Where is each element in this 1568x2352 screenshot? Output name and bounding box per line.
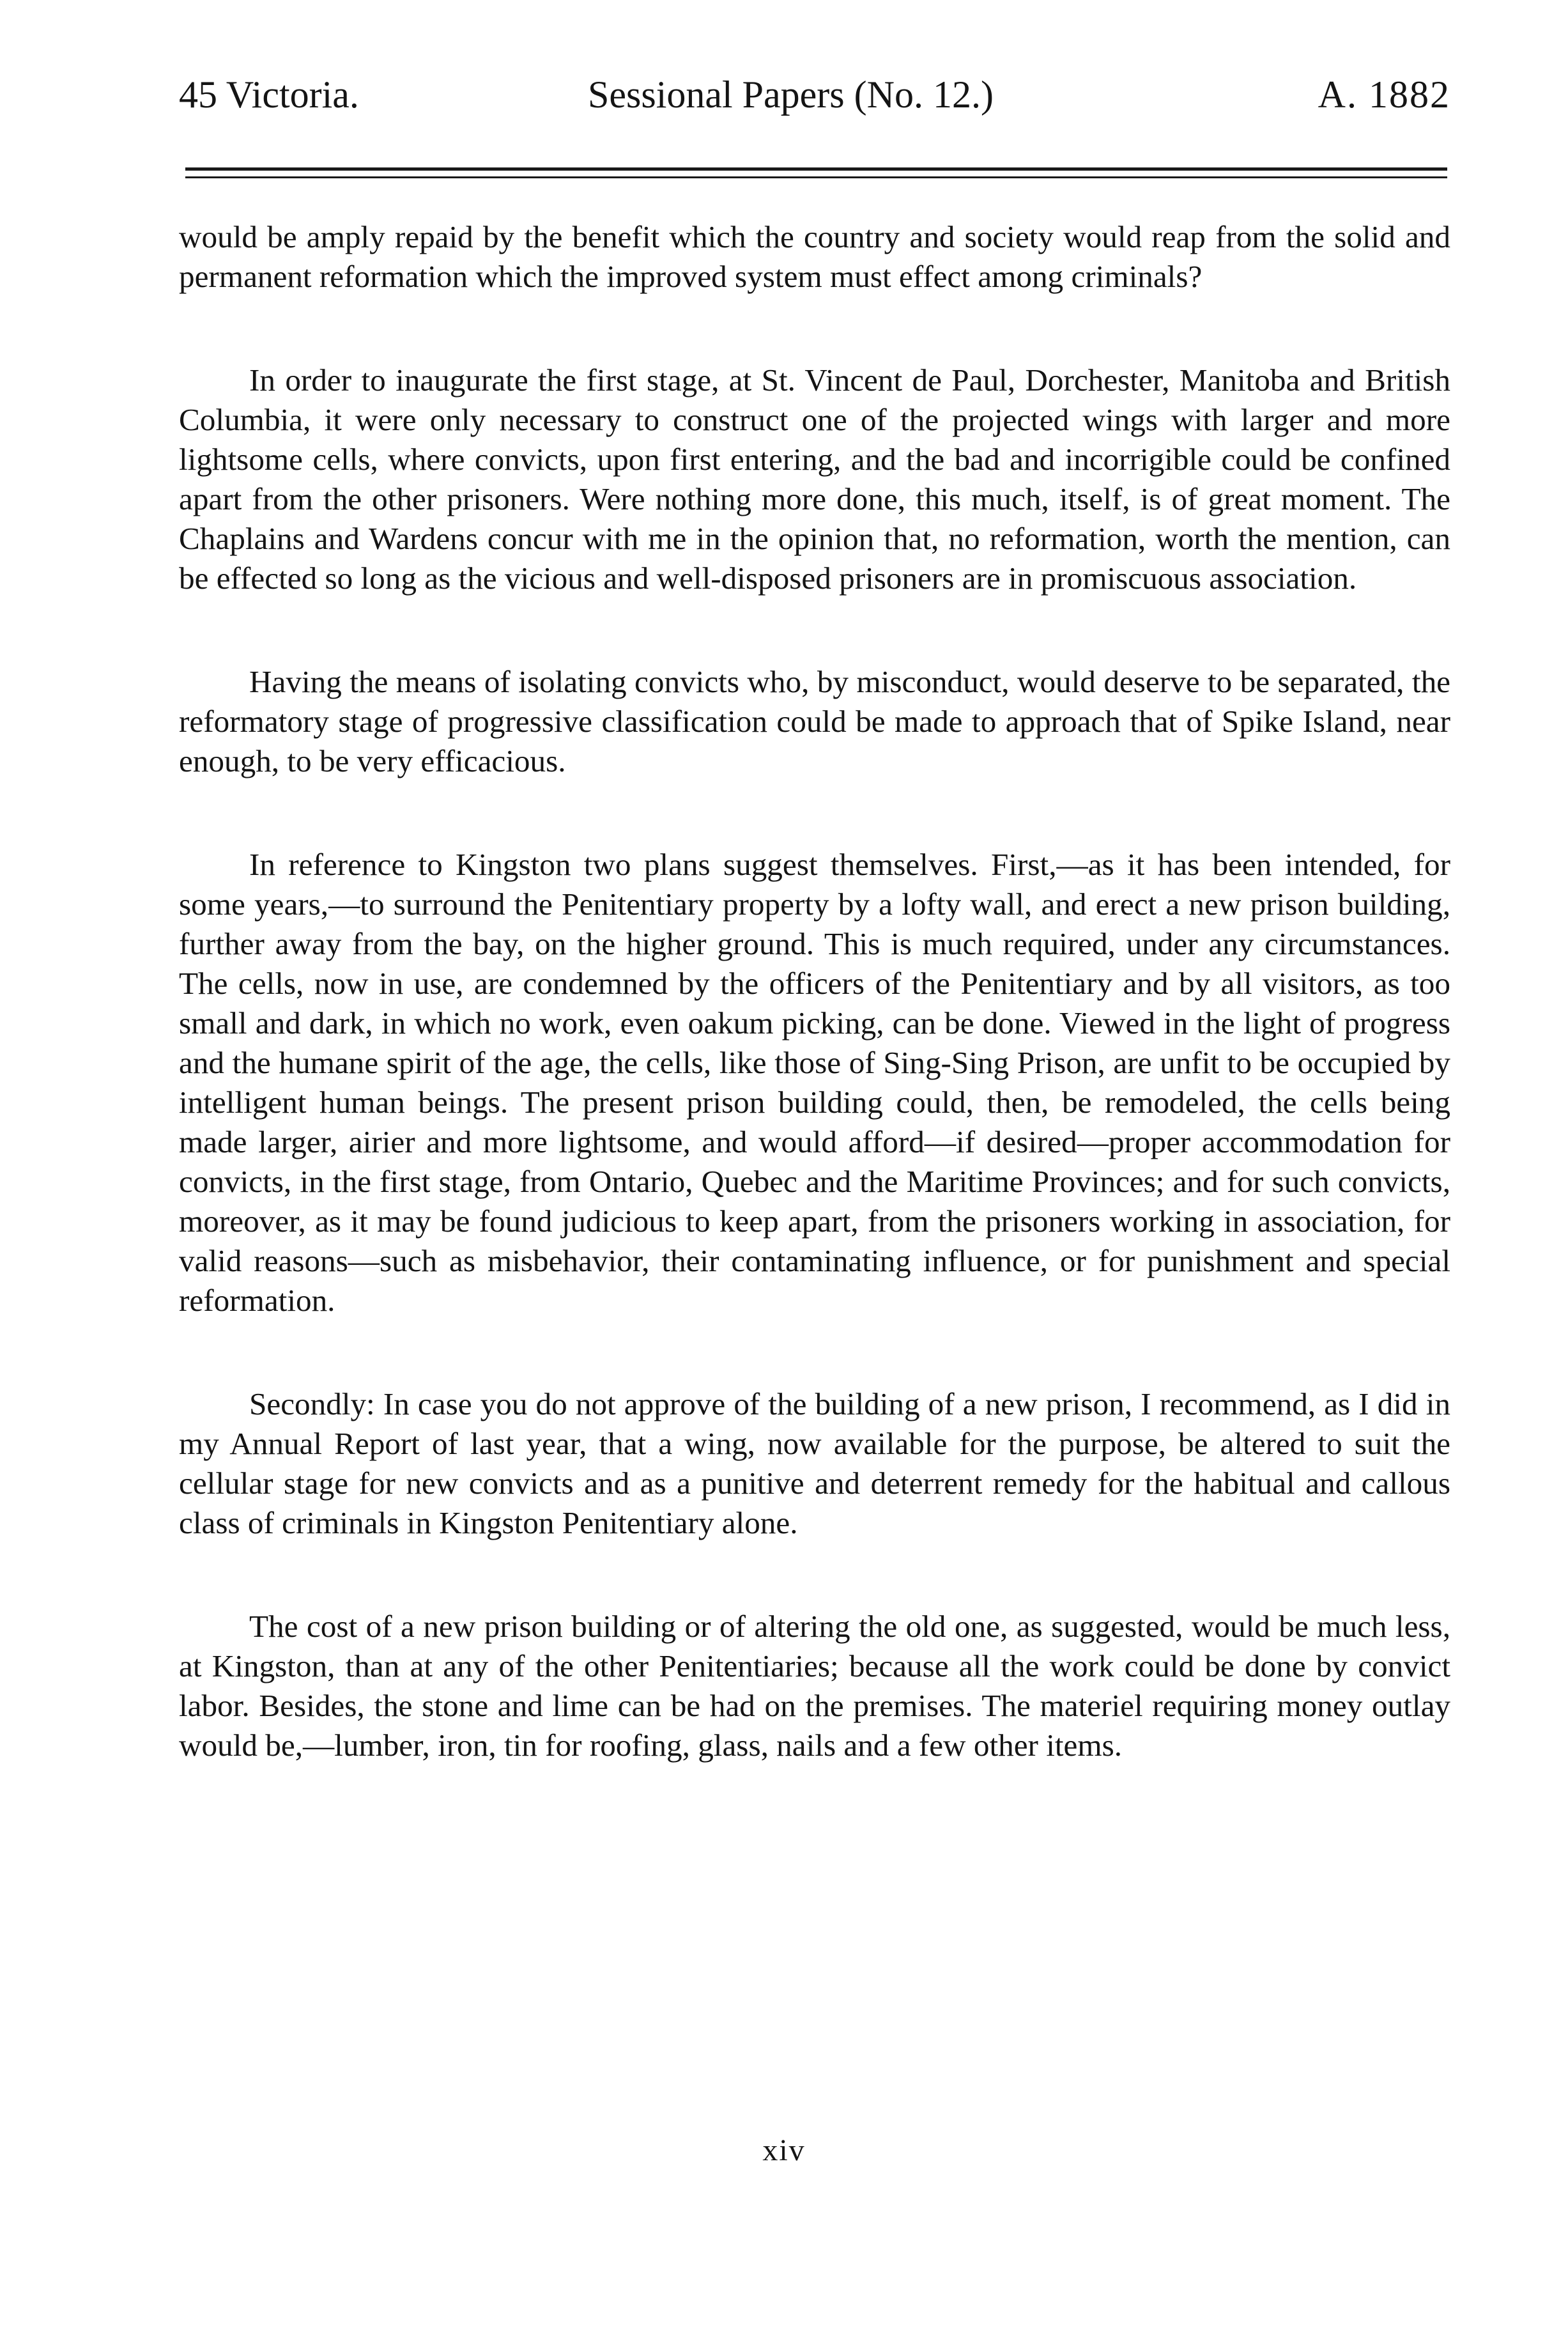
header-volume: 45 Victoria.: [179, 74, 359, 116]
paragraph-cost: The cost of a new prison building or of altering the old one, as suggested, would be much less, at Kingston, than at any of the other Penitentiaries; because all the work could be done by convict labor. Besides, the stone and lime can be had on the premises. The materiel requiring money outlay would be,—lumber, iron, tin for roofing, glass, nails and a few other items.: [179, 1609, 1450, 1763]
running-header: [179, 63, 1450, 127]
paragraph-secondly: Secondly: In case you do not approve of the building of a new prison, I recommend, as I did in my Annual Report of last year, that a wing, now available for the purpose, be altered to suit the cellular stage for new convicts and as a punitive and deterrent remedy for the habitual and callous class of criminals in Kingston Penitentiary alone.: [179, 1386, 1450, 1540]
paragraph-first-stage: In order to inaugurate the first stage, at St. Vincent de Paul, Dorchester, Manitoba and British Columbia, it were only necessary to construct one of the projected wings with larger and more lightsome cells, where convicts, upon first entering, and the bad and incorrigible could be confined apart from the other prisoners. Were nothing more done, this much, itself, is of great moment. The Chaplains and Wardens concur with me in the opinion that, no reformation, worth the mention, can be effected so long as the vicious and well-disposed prisoners are in promiscuous association.: [179, 362, 1450, 596]
header-rule-thick: [185, 167, 1447, 171]
body-text: [179, 217, 1450, 1765]
header-series: Sessional Papers (No. 12.): [588, 74, 994, 116]
header-year: A. 1882: [1318, 74, 1450, 116]
paragraph-isolating-convicts: Having the means of isolating convicts who, by misconduct, would deserve to be separated, the reformatory stage of progressive classification could be made to approach that of Spike Island, near enough, to be very efficacious.: [179, 664, 1450, 778]
paragraph-kingston-plans: In reference to Kingston two plans suggest themselves. First,—as it has been intended, for some years,—to surround the Penitentiary property by a lofty wall, and erect a new prison building, further away from the bay, on the higher ground. This is much required, under any circumstances. The cells, now in use, are condemned by the officers of the Penitentiary and by all visitors, as too small and dark, in which no work, even oakum picking, can be done. Viewed in the light of progress and the humane spirit of the age, the cells, like those of Sing-Sing Prison, are unfit to be occupied by intelligent human beings. The present prison building could, then, be remodeled, the cells being made larger, airier and more lightsome, and would afford—if desired—proper accommodation for convicts, in the first stage, from Ontario, Quebec and the Maritime Provinces; and for such convicts, moreover, as it may be found judicious to keep apart, from the prisoners working in association, for valid reasons—such as misbehavior, their contaminating influence, or for punishment and special reformation.: [179, 847, 1450, 1318]
page-number: xiv: [762, 2133, 806, 2167]
paragraph-continuation: would be amply repaid by the benefit which the country and society would reap from the solid and permanent reformation which the improved system must effect among criminals?: [179, 219, 1450, 294]
header-rule-thin: [185, 176, 1447, 178]
